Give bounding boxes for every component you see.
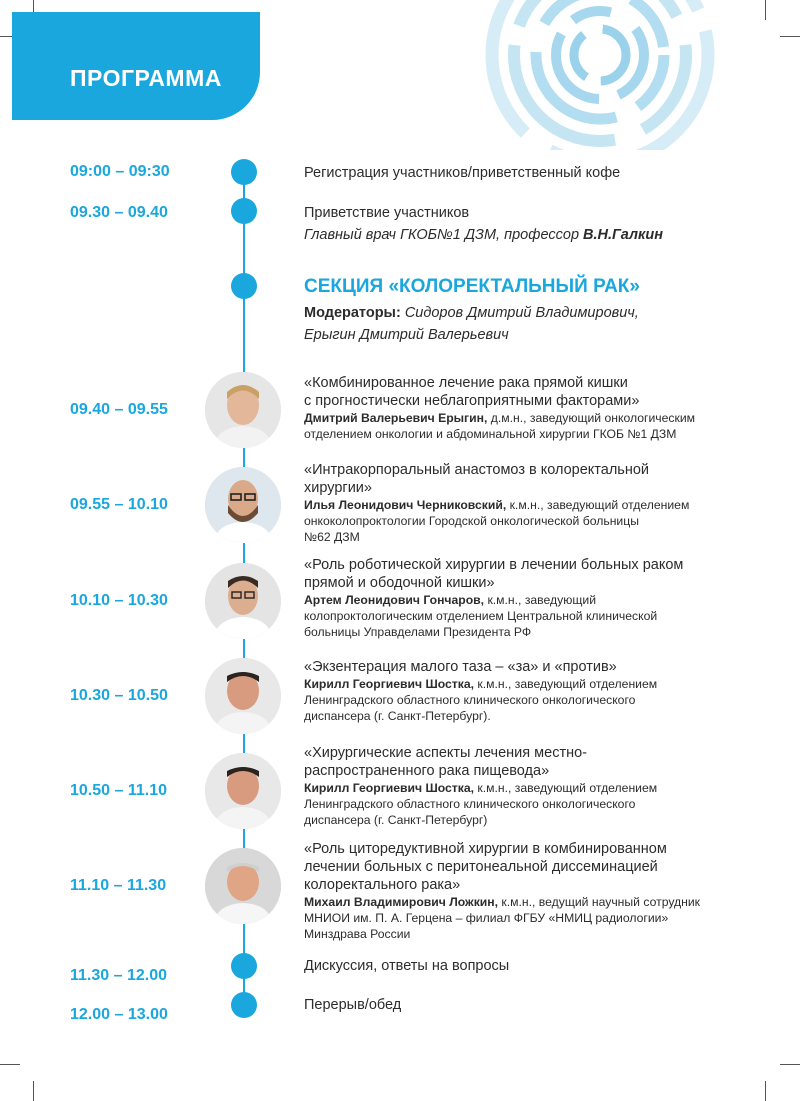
moderators-line1: Сидоров Дмитрий Владимирович, <box>404 305 639 321</box>
agenda-item <box>304 996 401 1014</box>
speaker-name: Дмитрий Валерьевич Ерыгин, <box>304 411 488 425</box>
speaker-photo <box>205 563 281 639</box>
agenda-text: Приветствие участников <box>304 205 470 221</box>
speaker-details: д.м.н., заведующий онкологическим <box>487 411 696 425</box>
speaker-photo <box>205 467 281 543</box>
concentric-logo-icon <box>462 0 742 150</box>
agenda-item <box>304 204 663 244</box>
agenda-text: Регистрация участников/приветственный кофе <box>304 165 621 181</box>
timeline-dot <box>231 992 257 1018</box>
talk-title-line: хирургии» <box>304 480 372 496</box>
speaker-name: Артем Леонидович Гончаров, <box>304 593 485 607</box>
page-title: ПРОГРАММА <box>70 65 222 91</box>
crop-mark <box>765 0 766 20</box>
talk-title-line: «Хирургические аспекты лечения местно- <box>304 745 587 761</box>
talk-title-line: «Роль роботической хирургии в лечении больных раком <box>304 557 684 573</box>
talk-title-line: «Роль циторедуктивной хирургии в комбинированном <box>304 841 667 857</box>
time-slot: 11.10 – 11.30 <box>70 877 167 894</box>
speaker-details: диспансера (г. Санкт-Петербург) <box>304 813 488 827</box>
talk-title-line: прямой и ободочной кишки» <box>304 575 495 591</box>
talk-title-line: колоректального рака» <box>304 877 461 893</box>
time-slot: 09.40 – 09.55 <box>70 401 168 418</box>
time-slot: 10.50 – 11.10 <box>70 782 167 799</box>
talk-item <box>304 744 657 828</box>
talk-title-line: лечении больных с перитонеальной диссеминацией <box>304 859 658 875</box>
speaker-name: Кирилл Георгиевич Шостка, <box>304 677 475 691</box>
talk-title-line: «Комбинированное лечение рака прямой кишки <box>304 375 628 391</box>
moderators-label: Модераторы: <box>304 305 401 321</box>
agenda-text: Дискуссия, ответы на вопросы <box>304 958 510 974</box>
talk-title-line: «Интракорпоральный анастомоз в колоректальной <box>304 462 650 478</box>
timeline-dot <box>231 953 257 979</box>
speaker-details: МНИОИ им. П. А. Герцена – филиал ФГБУ «НМИЦ радиологии» <box>304 911 669 925</box>
greeting-speaker-name: В.Н.Галкин <box>583 227 663 243</box>
time-slot: 10.10 – 10.30 <box>70 592 168 609</box>
speaker-name: Михаил Владимирович Ложкин, <box>304 895 499 909</box>
talk-item <box>304 658 657 724</box>
speaker-details: больницы Управделами Президента РФ <box>304 625 532 639</box>
crop-mark <box>0 1064 20 1065</box>
speaker-details: диспансера (г. Санкт-Петербург). <box>304 709 491 723</box>
speaker-name: Кирилл Георгиевич Шостка, <box>304 781 475 795</box>
speaker-details: к.м.н., заведующий отделением <box>474 677 658 691</box>
time-slot: 09.55 – 10.10 <box>70 496 168 513</box>
speaker-details: к.м.н., заведующий отделением <box>474 781 658 795</box>
speaker-photo <box>205 372 281 448</box>
agenda-item <box>304 164 620 182</box>
speaker-details: отделением онкологии и абдоминальной хирургии ГКОБ №1 ДЗМ <box>304 427 677 441</box>
talk-item <box>304 461 689 545</box>
timeline-dot <box>231 198 257 224</box>
time-slot: 10.30 – 10.50 <box>70 687 168 704</box>
talk-item <box>304 556 683 640</box>
speaker-details: онкоколопроктологии Городской онкологической больницы <box>304 514 639 528</box>
speaker-details: №62 ДЗМ <box>304 530 360 544</box>
speaker-details: к.м.н., заведующий отделением <box>506 498 690 512</box>
speaker-name: Илья Леонидович Черниковский, <box>304 498 507 512</box>
speaker-photo <box>205 658 281 734</box>
time-slot: 12.00 – 13.00 <box>70 1006 168 1023</box>
section-title: СЕКЦИЯ «КОЛОРЕКТАЛЬНЫЙ РАК» <box>304 276 640 297</box>
timeline-dot <box>231 159 257 185</box>
speaker-details: Ленинградского областного клинического онкологического <box>304 797 636 811</box>
time-slot: 09.30 – 09.40 <box>70 204 168 221</box>
speaker-photo <box>205 753 281 829</box>
agenda-text: Перерыв/обед <box>304 997 402 1013</box>
speaker-photo <box>205 848 281 924</box>
time-slot: 09:00 – 09:30 <box>70 163 170 180</box>
agenda-item <box>304 957 509 975</box>
crop-mark <box>780 1064 800 1065</box>
crop-mark <box>780 36 800 37</box>
speaker-details: к.м.н., заведующий <box>484 593 597 607</box>
talk-title-line: распространенного рака пищевода» <box>304 763 550 779</box>
talk-title-line: «Экзентерация малого таза – «за» и «против» <box>304 659 617 675</box>
program-header <box>12 12 260 120</box>
time-slot: 11.30 – 12.00 <box>70 967 167 984</box>
speaker-details: к.м.н., ведущий научный сотрудник <box>498 895 701 909</box>
moderators <box>304 304 639 344</box>
speaker-details: колопроктологическим отделением Центральной клинической <box>304 609 658 623</box>
crop-mark <box>765 1081 766 1101</box>
talk-item <box>304 840 700 942</box>
speaker-details: Минздрава России <box>304 927 411 941</box>
talk-item <box>304 374 695 442</box>
moderators-line2: Ерыгин Дмитрий Валерьевич <box>304 327 509 343</box>
timeline-dot <box>231 273 257 299</box>
speaker-details: Ленинградского областного клинического онкологического <box>304 693 636 707</box>
greeting-speaker: Главный врач ГКОБ№1 ДЗМ, профессор <box>304 227 584 243</box>
talk-title-line: с прогностически неблагоприятными факторами» <box>304 393 640 409</box>
crop-mark <box>33 1081 34 1101</box>
